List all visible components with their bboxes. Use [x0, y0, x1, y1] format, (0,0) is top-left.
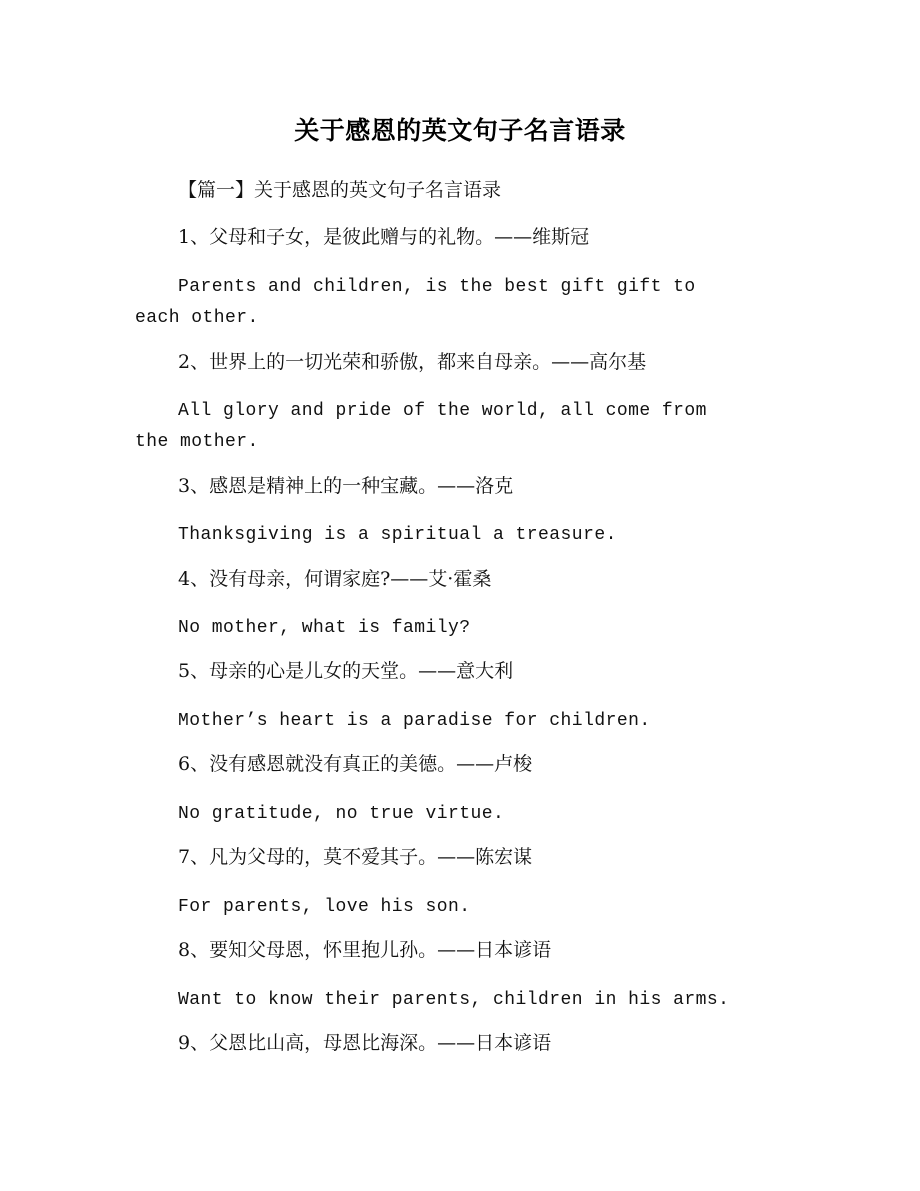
quote-5-chinese: 5、母亲的心是儿女的天堂。——意大利 — [178, 660, 514, 682]
quote-4-chinese: 4、没有母亲，何谓家庭?——艾·霍桑 — [178, 568, 492, 590]
section-heading: 【篇一】关于感恩的英文句子名言语录 — [178, 179, 502, 201]
quote-6-english: No gratitude, no true virtue. — [178, 804, 505, 824]
quote-3-english: Thanksgiving is a spiritual a treasure. — [178, 525, 617, 545]
quote-6-chinese: 6、没有感恩就没有真正的美德。——卢梭 — [178, 753, 533, 775]
quote-2-english: All glory and pride of the world, all come from the mother. — [135, 401, 707, 452]
quote-1-english: Parents and children, is the best gift gift to each other. — [135, 277, 696, 328]
quote-8-english: Want to know their parents, children in his arms. — [178, 990, 730, 1010]
quote-1-chinese: 1、父母和子女，是彼此赠与的礼物。——维斯冠 — [178, 226, 590, 248]
quote-3-chinese: 3、感恩是精神上的一种宝藏。——洛克 — [178, 475, 514, 497]
quote-7-english: For parents, love his son. — [178, 897, 471, 917]
quote-4-english: No mother, what is family? — [178, 618, 471, 638]
quote-7-chinese: 7、凡为父母的，莫不爱其子。——陈宏谋 — [178, 846, 533, 868]
quote-8-chinese: 8、要知父母恩，怀里抱儿孙。——日本谚语 — [178, 939, 552, 961]
document-title: 关于感恩的英文句子名言语录 — [294, 116, 626, 145]
quote-2-chinese: 2、世界上的一切光荣和骄傲，都来自母亲。——高尔基 — [178, 351, 647, 373]
quote-9-chinese: 9、父恩比山高，母恩比海深。——日本谚语 — [178, 1032, 552, 1054]
quote-5-english: Mother’s heart is a paradise for children. — [178, 711, 651, 731]
